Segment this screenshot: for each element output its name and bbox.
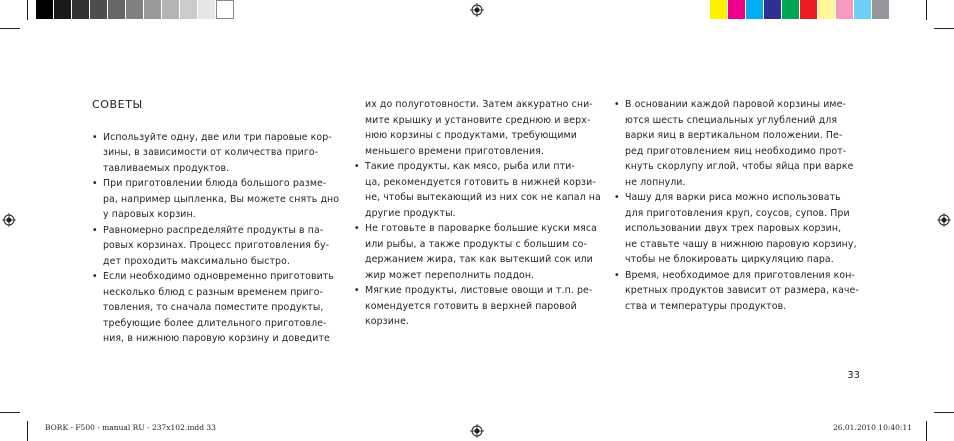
color-swatch <box>836 0 854 19</box>
gray-swatch <box>216 0 234 19</box>
color-swatch <box>854 0 872 19</box>
crop-mark <box>0 412 20 413</box>
page-number: 33 <box>847 370 860 381</box>
color-swatch <box>872 0 890 19</box>
tips-list <box>354 159 604 330</box>
list-item: • Равномерно распределяйте продукты в па- ровых корзинах. Процесс приготовления бу- дет проходить максимально быстро. <box>92 223 342 270</box>
section-title: СОВЕТЫ <box>92 98 143 111</box>
crop-mark <box>27 0 28 20</box>
list-item: • Мягкие продукты, листовые овощи и т.п. ре- комендуется готовить в верхней паровой корзине. <box>354 283 604 330</box>
crop-mark <box>926 0 927 20</box>
gray-swatch <box>126 0 144 19</box>
text-column-2 <box>354 97 604 330</box>
color-swatch <box>782 0 800 19</box>
gray-swatch <box>162 0 180 19</box>
list-item: • В основании каждой паровой корзины име- ются шесть специальных углублений для варки яиц в вертикальном положении. Пе- ред приготовлением яиц необходимо прот- кнуть скорлупу иглой, чтобы яйца при варке не лопнули. <box>614 97 864 190</box>
crop-mark <box>0 28 20 29</box>
gray-swatch <box>180 0 198 19</box>
crop-mark <box>27 421 28 441</box>
list-item: • Не готовьте в пароварке большие куски мяса или рыбы, а также продукты с большим со- держанием жира, так как вытекший сок или жир может переполнить поддон. <box>354 221 604 283</box>
crop-mark <box>934 412 954 413</box>
color-swatch <box>746 0 764 19</box>
list-item: • Время, необходимое для приготовления кон- кретных продуктов зависит от размера, каче- ства и температуры продуктов. <box>614 268 864 315</box>
color-swatch <box>818 0 836 19</box>
list-item: • При приготовлении блюда большого разме- ра, например цыпленка, Вы можете снять дно у паровых корзин. <box>92 176 342 223</box>
gray-swatch <box>54 0 72 19</box>
gray-swatch <box>36 0 54 19</box>
text-column-1 <box>92 97 342 347</box>
gray-swatch <box>144 0 162 19</box>
gray-swatch <box>108 0 126 19</box>
color-swatch <box>800 0 818 19</box>
process-color-bar <box>710 0 890 19</box>
registration-mark-icon <box>470 3 484 17</box>
gray-swatch <box>198 0 216 19</box>
text-column-3 <box>614 97 864 314</box>
tips-list <box>614 97 864 314</box>
list-item: • Чашу для варки риса можно использовать для приготовления круп, соусов, супов. При использовании двух трех паровых корзин, не ставьте чашу в нижнюю паровую корзину, чтобы не блокировать циркуляцию пара. <box>614 190 864 268</box>
list-item: • Используйте одну, две или три паровые кор- зины, в зависимости от количества приго- тавливаемых продуктов. <box>92 130 342 177</box>
color-swatch <box>710 0 728 19</box>
registration-mark-icon <box>2 213 16 227</box>
color-swatch <box>764 0 782 19</box>
crop-mark <box>926 421 927 441</box>
file-slug: BORK - F500 - manual RU - 237x102.indd 33 <box>45 423 216 432</box>
continued-paragraph: их до полуготовности. Затем аккуратно сни- мите крышку и установите среднюю и верх- нюю корзины с продуктами, требующими меньшего времени приготовления. <box>365 99 593 157</box>
gray-swatch <box>90 0 108 19</box>
tips-list <box>92 130 342 347</box>
crop-mark <box>934 28 954 29</box>
timestamp-slug: 26.01.2010 10:40:11 <box>832 423 912 432</box>
gray-swatch <box>72 0 90 19</box>
registration-mark-icon <box>470 424 484 438</box>
grayscale-color-bar <box>36 0 234 19</box>
color-swatch <box>728 0 746 19</box>
list-item: • Если необходимо одновременно приготовить несколько блюд с разным временем приго- товления, то сначала поместите продукты, требующие более длительного приготовле- ния, в нижнюю паровую корзину и доведите <box>92 269 342 347</box>
registration-mark-icon <box>937 213 951 227</box>
list-item: • Такие продукты, как мясо, рыба или пти- ца, рекомендуется готовить в нижней корзи- не, чтобы вытекающий из них сок не капал на другие продукты. <box>354 159 604 221</box>
